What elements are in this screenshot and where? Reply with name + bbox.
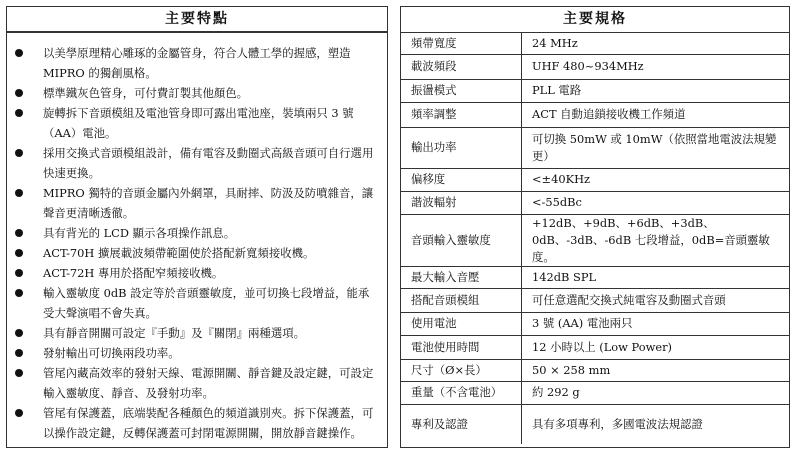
- spec-label: 專利及認證: [401, 404, 522, 444]
- list-item: [15, 283, 375, 323]
- table-row: [401, 404, 789, 444]
- spec-value: 具有多項專利，多國電波法規認證: [522, 404, 790, 444]
- bullet-icon: [15, 329, 23, 337]
- spec-value: <-55dBc: [522, 191, 790, 214]
- spec-label: 使用電池: [401, 312, 522, 335]
- spec-value: 可切換 50mW 或 10mW（依照當地電波法規變更）: [522, 127, 790, 168]
- spec-value: ACT 自動追鎖接收機工作頻道: [522, 102, 790, 127]
- feature-list: [7, 33, 387, 443]
- table-row: [401, 33, 789, 54]
- spec-value: PLL 電路: [522, 79, 790, 102]
- spec-value: <±40KHz: [522, 168, 790, 191]
- feature-text: 具有靜音開關可設定『手動』及『關閉』兩種選項。: [43, 326, 305, 340]
- list-item: [15, 263, 375, 283]
- table-row: [401, 191, 789, 214]
- spec-label: 振盪模式: [401, 79, 522, 102]
- feature-text: 以美學原理精心雕琢的金屬管身，符合人體工學的握感，塑造 MIPRO 的獨創風格。: [43, 46, 351, 80]
- spec-label: 搭配音頭模組: [401, 288, 522, 312]
- spec-label: 輸出功率: [401, 127, 522, 168]
- table-row: [401, 312, 789, 335]
- table-row: [401, 54, 789, 79]
- spec-value: UHF 480~934MHz: [522, 54, 790, 79]
- bullet-icon: [15, 269, 23, 277]
- specs-panel: [400, 6, 790, 448]
- spec-value: 142dB SPL: [522, 266, 790, 288]
- bullet-icon: [15, 89, 23, 97]
- list-item: [15, 183, 375, 223]
- feature-text: 管尾有保護蓋，底端裝配各種顏色的頻道識別夾。拆下保護蓋，可以操作設定鍵，反轉保護蓋可封閉電源開關，開放靜音鍵操作。: [43, 406, 374, 440]
- spec-value: 12 小時以上 (Low Power): [522, 335, 790, 359]
- spec-label: 重量（不含電池）: [401, 381, 522, 404]
- spec-value: 3 號 (AA) 電池兩只: [522, 312, 790, 335]
- spec-value: +12dB、+9dB、+6dB、+3dB、0dB、-3dB、-6dB 七段增益，0dB=音頭靈敏度。: [522, 214, 790, 266]
- specs-title: 主要規格: [401, 7, 789, 33]
- bullet-icon: [15, 369, 23, 377]
- feature-text: MIPRO 獨特的音頭金屬內外網罩，具耐摔、防汲及防噴雜音，讓聲音更清晰透徹。: [43, 186, 374, 220]
- spec-label: 載波頻段: [401, 54, 522, 79]
- table-row: [401, 168, 789, 191]
- bullet-icon: [15, 409, 23, 417]
- spec-table: [401, 33, 789, 444]
- table-row: [401, 266, 789, 288]
- feature-text: 管尾內藏高效率的發射天線、電源開關、靜音鍵及設定鍵，可設定輸入靈敏度、靜音、及發射功率。: [43, 366, 374, 400]
- feature-text: ACT-72H 專用於搭配窄頻接收機。: [43, 266, 224, 280]
- spec-label: 頻率調整: [401, 102, 522, 127]
- list-item: [15, 363, 375, 403]
- feature-text: 標準鐵灰色管身，可付費訂製其他顏色。: [43, 86, 249, 100]
- feature-text: 採用交換式音頭模組設計，備有電容及動圈式高級音頭可自行選用快速更換。: [43, 146, 374, 180]
- spec-value: 可任意選配交換式純電容及動圈式音頭: [522, 288, 790, 312]
- features-title: 主要特點: [7, 7, 387, 33]
- spec-label: 音頭輸入靈敏度: [401, 214, 522, 266]
- spec-label: 偏移度: [401, 168, 522, 191]
- table-row: [401, 288, 789, 312]
- bullet-icon: [15, 249, 23, 257]
- feature-text: ACT-70H 擴展載波頻帶範圍使於搭配新寬頻接收機。: [43, 246, 315, 260]
- list-item: [15, 103, 375, 143]
- spec-value: 50 × 258 mm: [522, 359, 790, 381]
- spec-label: 尺寸（Ø×長）: [401, 359, 522, 381]
- table-row: [401, 214, 789, 266]
- table-row: [401, 335, 789, 359]
- table-row: [401, 381, 789, 404]
- bullet-icon: [15, 189, 23, 197]
- list-item: [15, 243, 375, 263]
- bullet-icon: [15, 229, 23, 237]
- feature-text: 旋轉拆下音頭模組及電池管身即可露出電池座，裝填兩只 3 號（AA）電池。: [43, 106, 354, 140]
- bullet-icon: [15, 149, 23, 157]
- feature-text: 具有背光的 LCD 顯示各項操作訊息。: [43, 226, 236, 240]
- list-item: [15, 83, 375, 103]
- spec-value: 約 292 g: [522, 381, 790, 404]
- feature-text: 發射輸出可切換兩段功率。: [43, 346, 180, 360]
- feature-text: 輸入靈敏度 0dB 設定等於音頭靈敏度，並可切換七段增益，能承受大聲演唱不會失真。: [43, 286, 370, 320]
- spec-label: 最大輸入音壓: [401, 266, 522, 288]
- list-item: [15, 403, 375, 443]
- list-item: [15, 43, 375, 83]
- spec-value: 24 MHz: [532, 35, 578, 50]
- bullet-icon: [15, 109, 23, 117]
- spec-label: 電池使用時間: [401, 335, 522, 359]
- bullet-icon: [15, 349, 23, 357]
- list-item: [15, 223, 375, 243]
- table-row: [401, 102, 789, 127]
- bullet-icon: [15, 289, 23, 297]
- bullet-icon: [15, 49, 23, 57]
- list-item: [15, 343, 375, 363]
- list-item: [15, 323, 375, 343]
- table-row: [401, 127, 789, 168]
- spec-label: 諧波輻射: [401, 191, 522, 214]
- table-row: [401, 79, 789, 102]
- features-panel: [6, 6, 388, 448]
- spec-label: 頻帶寬度: [401, 33, 522, 54]
- table-row: [401, 359, 789, 381]
- list-item: [15, 143, 375, 183]
